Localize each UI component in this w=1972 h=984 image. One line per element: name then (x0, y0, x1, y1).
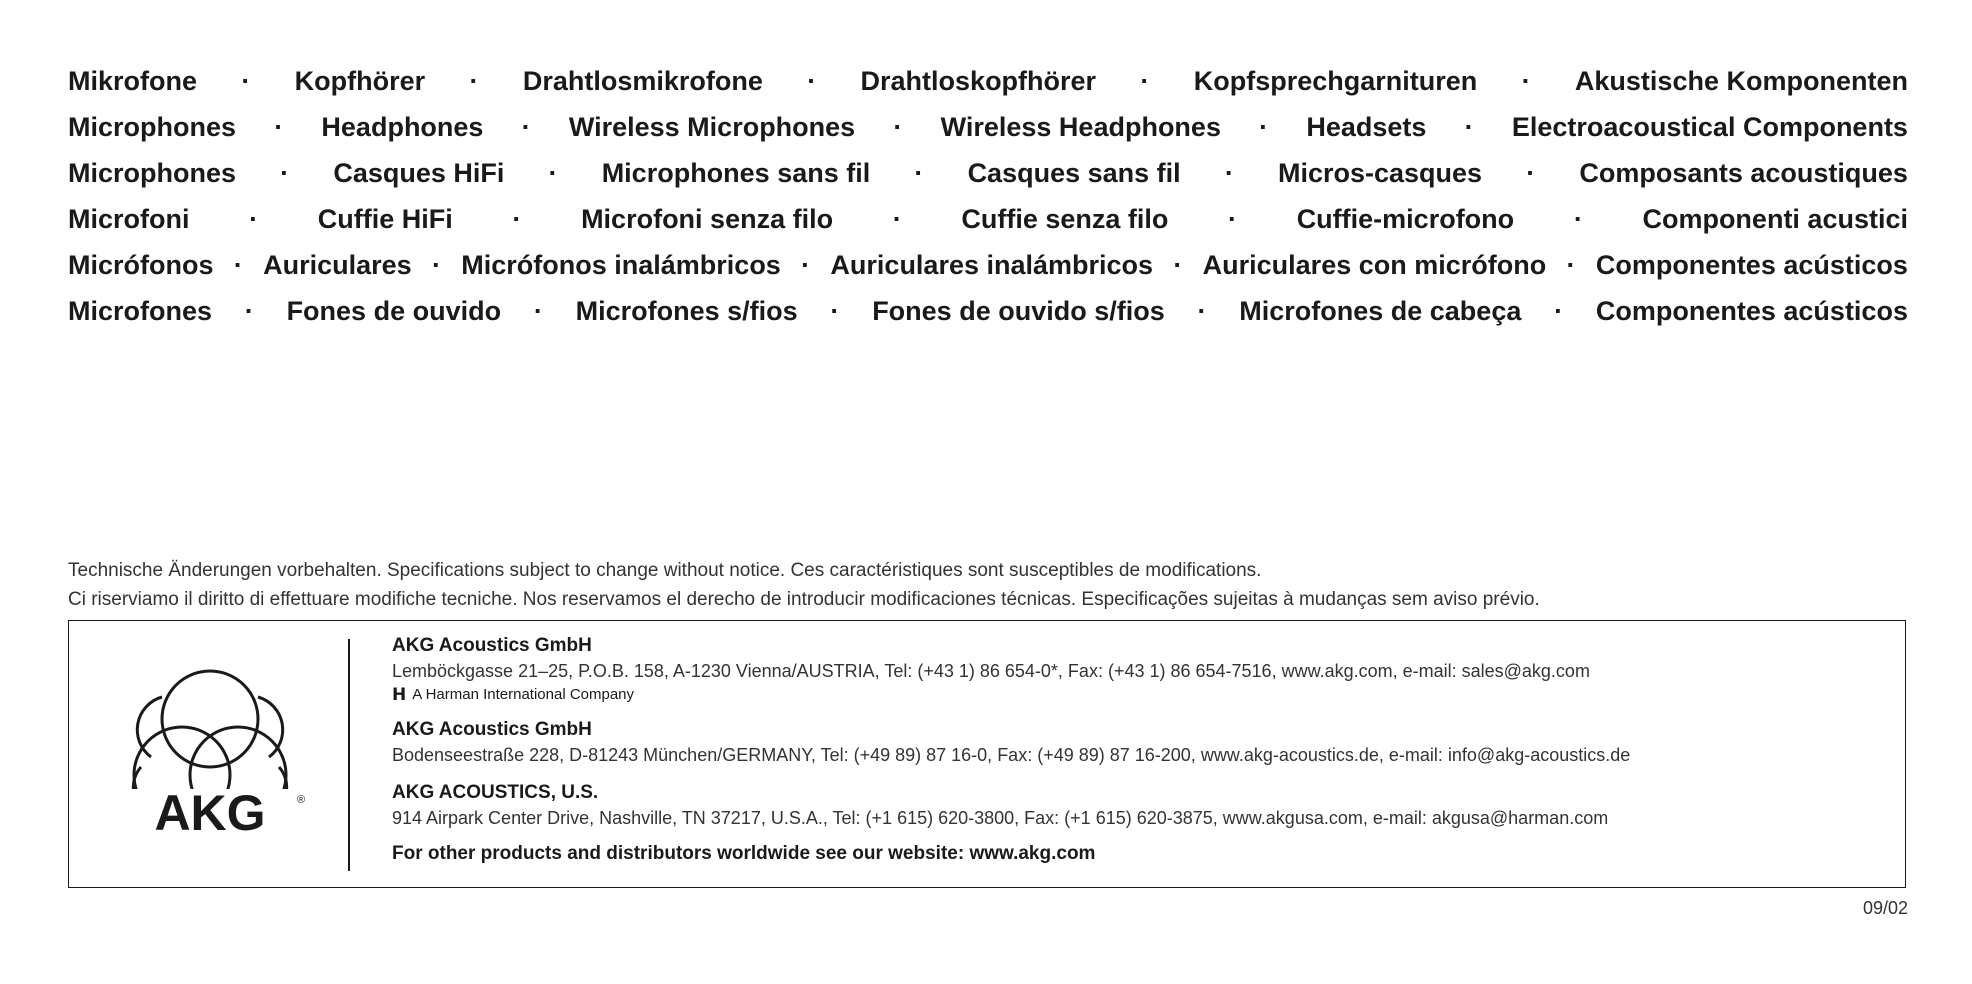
company-address: 914 Airpark Center Drive, Nashville, TN 37217, U.S.A., Tel: (+1 615) 620-3800, Fax: (+1 615) 620-3875, www.akgusa.com, e-mail: akgusa@harman.com (392, 808, 1609, 828)
product-category: Microfones (68, 296, 213, 326)
harman-logo-icon: H (392, 685, 407, 705)
separator-dot: · (1259, 112, 1269, 142)
product-category: Wireless Headphones (940, 112, 1221, 142)
product-line-de (68, 58, 1908, 104)
product-category: Micros-casques (1277, 158, 1483, 188)
date-code: 09/02 (1862, 898, 1908, 918)
separator-dot: · (914, 158, 924, 188)
separator-dot: · (892, 204, 902, 234)
contact-vienna (392, 633, 1892, 705)
product-line-pt (68, 288, 1908, 334)
separator-dot: · (280, 158, 290, 188)
separator-dot: · (807, 66, 817, 96)
product-category: Micrófonos inalámbricos (461, 250, 781, 280)
company-name: AKG ACOUSTICS, U.S. (392, 782, 599, 803)
product-category: Drahtloskopfhörer (860, 66, 1097, 96)
separator-dot: · (521, 112, 531, 142)
company-name: AKG Acoustics GmbH (392, 719, 592, 740)
product-category: Auriculares (263, 250, 412, 280)
product-category: Auriculares con micrófono (1202, 250, 1547, 280)
separator-dot: · (1140, 66, 1150, 96)
product-category: Microphones sans fil (601, 158, 871, 188)
separator-dot: · (533, 296, 543, 326)
product-category: Cuffie HiFi (317, 204, 453, 234)
akg-logo-text: AKG (154, 785, 266, 841)
registered-mark: ® (296, 794, 306, 806)
akg-logo (105, 657, 315, 857)
product-category: Kopfsprechgarnituren (1193, 66, 1478, 96)
separator-dot: · (801, 250, 811, 280)
separator-dot: · (893, 112, 903, 142)
separator-dot: · (469, 66, 479, 96)
product-line-en (68, 104, 1908, 150)
separator-dot: · (1228, 204, 1238, 234)
harman-line (392, 685, 1892, 705)
product-lines (68, 58, 1908, 334)
product-category: Microphones (68, 158, 237, 188)
product-category: Electroacoustical Components (1511, 112, 1908, 142)
product-category: Auriculares inalámbricos (830, 250, 1154, 280)
contacts (392, 633, 1892, 867)
product-category: Fones de ouvido (286, 296, 502, 326)
product-category: Akustische Komponenten (1574, 66, 1908, 96)
contact-box (68, 620, 1906, 888)
separator-dot: · (1566, 250, 1576, 280)
separator-dot: · (1464, 112, 1474, 142)
company-address: Bodenseestraße 228, D-81243 München/GERMANY, Tel: (+49 89) 87 16-0, Fax: (+49 89) 87 16-200, www.akg-acoustics.de, e-mail: info@akg-acoustics.de (392, 745, 1631, 765)
product-line-it (68, 196, 1908, 242)
product-category: Cuffie-microfono (1296, 204, 1515, 234)
contact-munich (392, 717, 1892, 768)
company-address: Lemböckgasse 21–25, P.O.B. 158, A-1230 Vienna/AUSTRIA, Tel: (+43 1) 86 654-0*, Fax: (+43 1) 86 654-7516, www.akg.com, e-mail: sales@akg.com (392, 661, 1590, 681)
product-category: Microfones de cabeça (1239, 296, 1522, 326)
harman-text: A Harman International Company (412, 686, 635, 703)
disclaimer-line-2: Ci riserviamo il diritto di effettuare modifiche tecniche. Nos reservamos el derecho de introducir modificaciones técnicas. Especificações sujeitas à mudanças sem aviso prévio. (68, 589, 1540, 610)
product-category: Microphones (68, 112, 237, 142)
separator-dot: · (1526, 158, 1536, 188)
product-category: Cuffie senza filo (961, 204, 1169, 234)
product-category: Componentes acústicos (1595, 250, 1908, 280)
separator-dot: · (1521, 66, 1531, 96)
separator-dot: · (1197, 296, 1207, 326)
separator-dot: · (1573, 204, 1583, 234)
product-category: Kopfhörer (294, 66, 426, 96)
product-category: Microfones s/fios (575, 296, 798, 326)
contact-usa (392, 780, 1892, 831)
product-category: Composants acoustiques (1579, 158, 1908, 188)
product-line-es (68, 242, 1908, 288)
separator-dot: · (830, 296, 840, 326)
company-name: AKG Acoustics GmbH (392, 635, 592, 656)
akg-logo-icon (105, 657, 315, 857)
product-category: Headsets (1306, 112, 1427, 142)
product-category: Casques sans fil (967, 158, 1181, 188)
product-category: Wireless Microphones (568, 112, 856, 142)
separator-dot: · (1224, 158, 1234, 188)
separator-dot: · (249, 204, 259, 234)
product-category: Fones de ouvido s/fios (872, 296, 1165, 326)
separator-dot: · (431, 250, 441, 280)
product-category: Microfoni (68, 204, 190, 234)
disclaimer-line-1: Technische Änderungen vorbehalten. Specifications subject to change without notice. Ces caractéristiques sont susceptibles de modifications. (68, 560, 1262, 581)
separator-dot: · (244, 296, 254, 326)
separator-dot: · (241, 66, 251, 96)
product-category: Micrófonos (68, 250, 214, 280)
product-category: Headphones (321, 112, 484, 142)
disclaimer (68, 556, 1908, 614)
website-note: For other products and distributors worldwide see our website: www.akg.com (392, 843, 1096, 864)
separator-dot: · (512, 204, 522, 234)
separator-dot: · (233, 250, 243, 280)
product-category: Microfoni senza filo (581, 204, 834, 234)
product-category: Mikrofone (68, 66, 198, 96)
separator-dot: · (1173, 250, 1183, 280)
product-category: Componenti acustici (1642, 204, 1908, 234)
product-category: Drahtlosmikrofone (522, 66, 763, 96)
product-category: Componentes acústicos (1595, 296, 1908, 326)
product-category: Casques HiFi (333, 158, 505, 188)
product-line-fr (68, 150, 1908, 196)
separator-dot: · (274, 112, 284, 142)
vertical-divider (348, 639, 350, 871)
separator-dot: · (1554, 296, 1564, 326)
separator-dot: · (548, 158, 558, 188)
